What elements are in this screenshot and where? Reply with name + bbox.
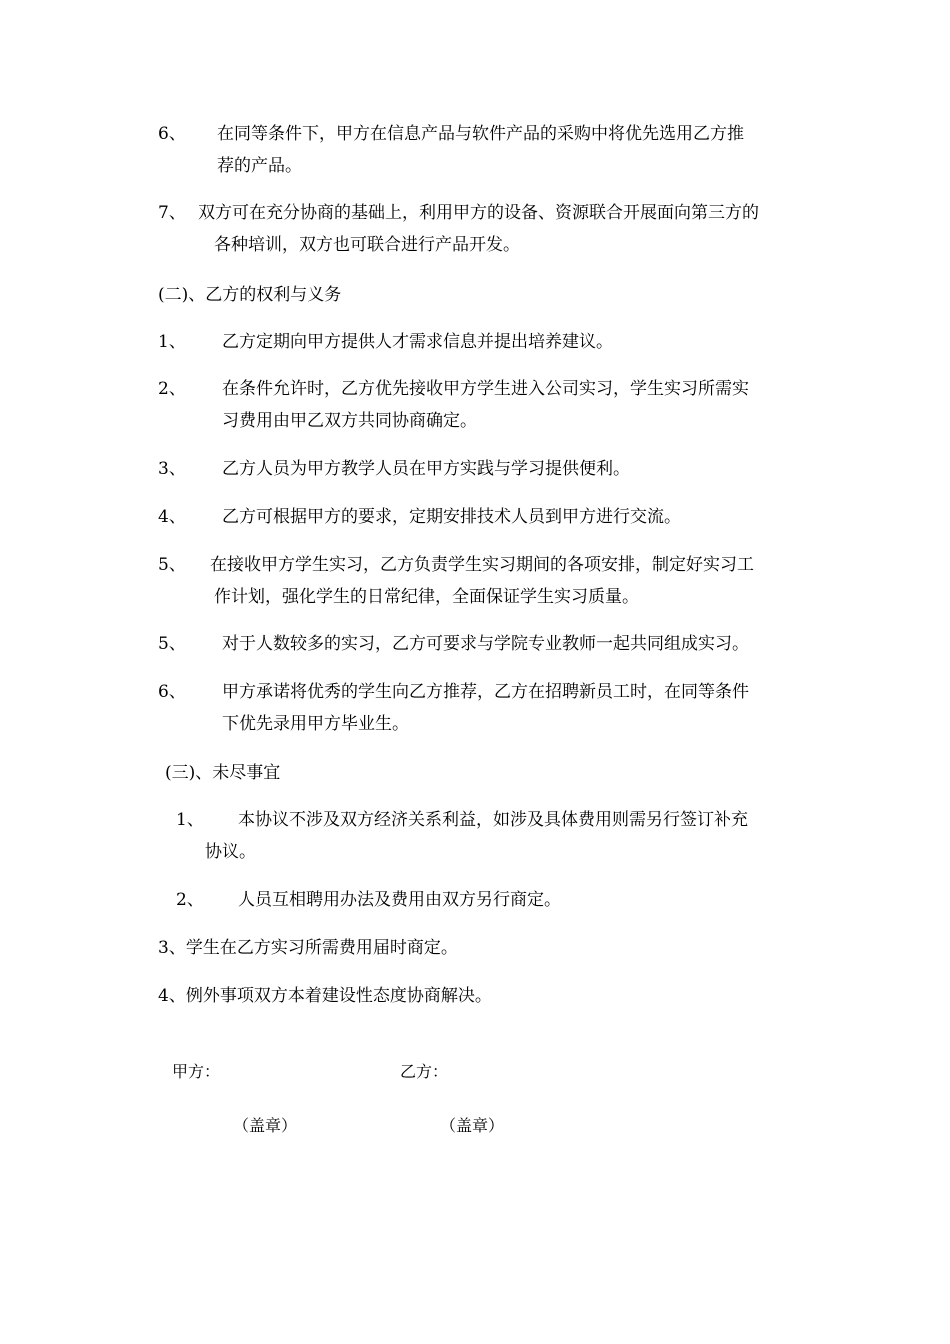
item-number: 3、 [158,459,186,479]
paragraph-line: 在同等条件下，甲方在信息产品与软件产品的采购中将优先选用乙方推 [217,124,744,144]
item-number: 2、 [176,890,204,910]
party-b-seal: （盖章） [440,1116,505,1135]
item-number: 4、 [158,507,186,527]
paragraph-line: 双方可在充分协商的基础上，利用甲方的设备、资源联合开展面向第三方的 [198,203,759,223]
item-number: 7、 [158,203,186,223]
paragraph-line: 在条件允许时，乙方优先接收甲方学生进入公司实习，学生实习所需实 [222,379,749,399]
paragraph-line: 本协议不涉及双方经济关系利益，如涉及具体费用则需另行签订补充 [238,810,748,830]
paragraph-line: 甲方承诺将优秀的学生向乙方推荐，乙方在招聘新员工时，在同等条件 [222,682,749,702]
item-number: 1、 [176,810,204,830]
paragraph-line: 协议。 [205,842,256,862]
paragraph-line: 4、例外事项双方本着建设性态度协商解决。 [158,986,492,1006]
paragraph-line: 习费用由甲乙双方共同协商确定。 [222,411,477,431]
paragraph-line: 乙方可根据甲方的要求，定期安排技术人员到甲方进行交流。 [222,507,681,527]
section-heading: (二)、乙方的权利与义务 [158,285,342,305]
party-b-label: 乙方： [400,1062,449,1081]
paragraph-line: 人员互相聘用办法及费用由双方另行商定。 [238,890,561,910]
paragraph-line: 乙方定期向甲方提供人才需求信息并提出培养建议。 [222,332,613,352]
item-number: 1、 [158,332,186,352]
item-number: 5、 [158,555,186,575]
paragraph-line: 对于人数较多的实习，乙方可要求与学院专业教师一起共同组成实习。 [222,634,749,654]
item-number: 6、 [158,682,186,702]
party-a-label: 甲方： [172,1062,221,1081]
paragraph-line: 在接收甲方学生实习，乙方负责学生实习期间的各项安排，制定好实习工 [210,555,754,575]
item-number: 2、 [158,379,186,399]
paragraph-line: 作计划，强化学生的日常纪律，全面保证学生实习质量。 [214,587,639,607]
item-number: 6、 [158,124,186,144]
section-heading: (三)、未尽事宜 [165,763,281,783]
paragraph-line: 下优先录用甲方毕业生。 [222,714,409,734]
paragraph-line: 3、学生在乙方实习所需费用届时商定。 [158,938,458,958]
paragraph-line: 荐的产品。 [217,156,302,176]
paragraph-line: 各种培训，双方也可联合进行产品开发。 [214,235,520,255]
party-a-seal: （盖章） [233,1116,298,1135]
item-number: 5、 [158,634,186,654]
paragraph-line: 乙方人员为甲方教学人员在甲方实践与学习提供便利。 [222,459,630,479]
